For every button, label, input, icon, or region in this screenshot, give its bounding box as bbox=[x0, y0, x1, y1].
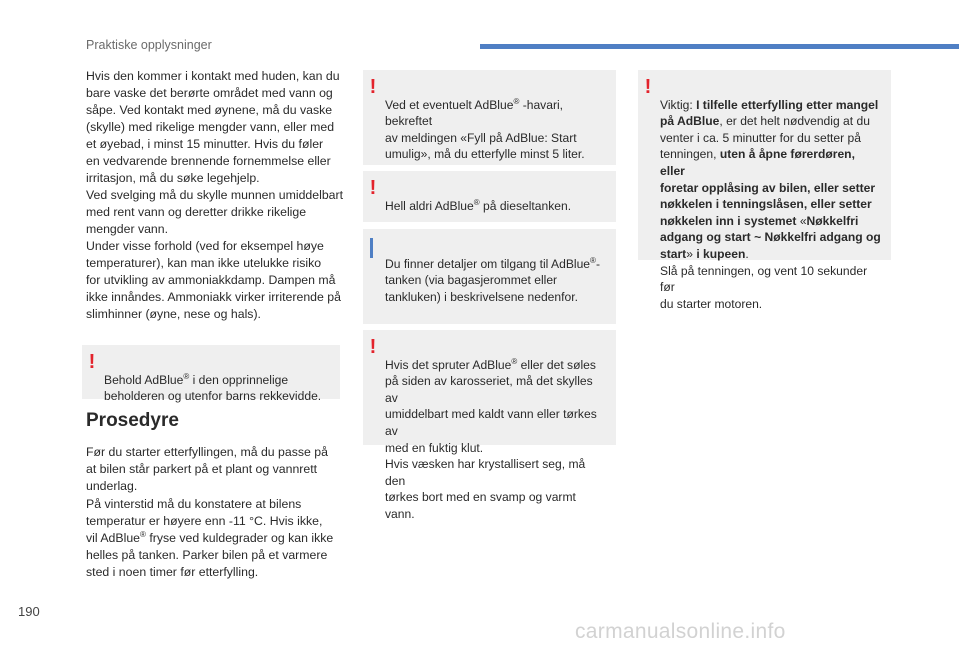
warning-icon: ! bbox=[369, 75, 377, 98]
warning-box-storage: ! Behold AdBlue® i den opprinnelige beholderen og utenfor barns rekkevidde. bbox=[82, 345, 340, 399]
warning-icon: ! bbox=[88, 350, 96, 373]
info-icon bbox=[370, 238, 373, 258]
section-title: Praktiske opplysninger bbox=[86, 38, 212, 52]
watermark: carmanualsonline.info bbox=[575, 620, 786, 643]
procedure-paragraph-1: Før du starter etterfyllingen, må du passe på at bilen står parkert på et plant og vannrett underlag. bbox=[86, 445, 328, 493]
warning-icon: ! bbox=[369, 176, 377, 199]
warning-box-breakdown: ! Ved et eventuelt AdBlue® -havari, bekreftet av meldingen «Fyll på AdBlue: Start umulig», må du etterfylle minst 5 liter. bbox=[363, 70, 616, 165]
warning-icon: ! bbox=[644, 75, 652, 98]
section-accent-bar bbox=[480, 44, 959, 49]
warning-box-diesel: ! Hell aldri AdBlue® på dieseltanken. bbox=[363, 171, 616, 222]
warning-box-spill: ! Hvis det spruter AdBlue® eller det søles på siden av karosseriet, må det skylles av umiddelbart med kaldt vann eller tørkes av med en fuktig klut. Hvis væsken har krystallisert seg, må den tørkes bort med en svamp og varmt vann. bbox=[363, 330, 616, 445]
intro-paragraph: Hvis den kommer i kontakt med huden, kan du bare vaske det berørte området med vann og såpe. Ved kontakt med øynene, må du vaske (skylle) med rikelige mengder vann, eller med et øyebad, i minst 15 minutter. Hvis du føler en vedvarende brennende fornemmelse eller irritasjon, må du søke legehjelp. Ved svelging må du skylle munnen umiddelbart med rent vann og deretter drikke rikelige mengder vann. Under visse forhold (ved for eksempel høye temperaturer), kan man ikke utelukke risiko for utvikling av ammoniakkdamp. Dampen må ikke innåndes. Ammoniakk virker irriterende på slimhinner (øyne, nese og hals). bbox=[86, 69, 344, 321]
warning-box-important: ! Viktig: I tilfelle etterfylling etter mangel på AdBlue, er det helt nødvendig at du venter i ca. 5 minutter for du setter på tenningen, uten å åpne førerdøren, eller foretar opplåsing av bilen, eller setter nøkkelen i tenningslåsen, eller setter nøkkelen inn i systemet «Nøkkelfri adgang og start ~ Nøkkelfri adgang og start» i kupeen. Slå på tenningen, og vent 10 sekunder før du starter motoren. bbox=[638, 70, 891, 260]
procedure-paragraph-2: På vinterstid må du konstatere at bilens temperatur er høyere enn -11 °C. Hvis ikke, vil AdBlue® fryse ved kuldegrader og kan ikke helles på tanken. Parker bilen på et varmere sted i noen timer før etterfylling. bbox=[86, 497, 334, 579]
section-heading: Prosedyre bbox=[86, 410, 179, 431]
page-number: 190 bbox=[18, 604, 40, 619]
warning-icon: ! bbox=[369, 335, 377, 358]
info-box-tank-access: Du finner detaljer om tilgang til AdBlue®- tanken (via bagasjerommet eller tankluken) i beskrivelsene nedenfor. bbox=[363, 229, 616, 324]
